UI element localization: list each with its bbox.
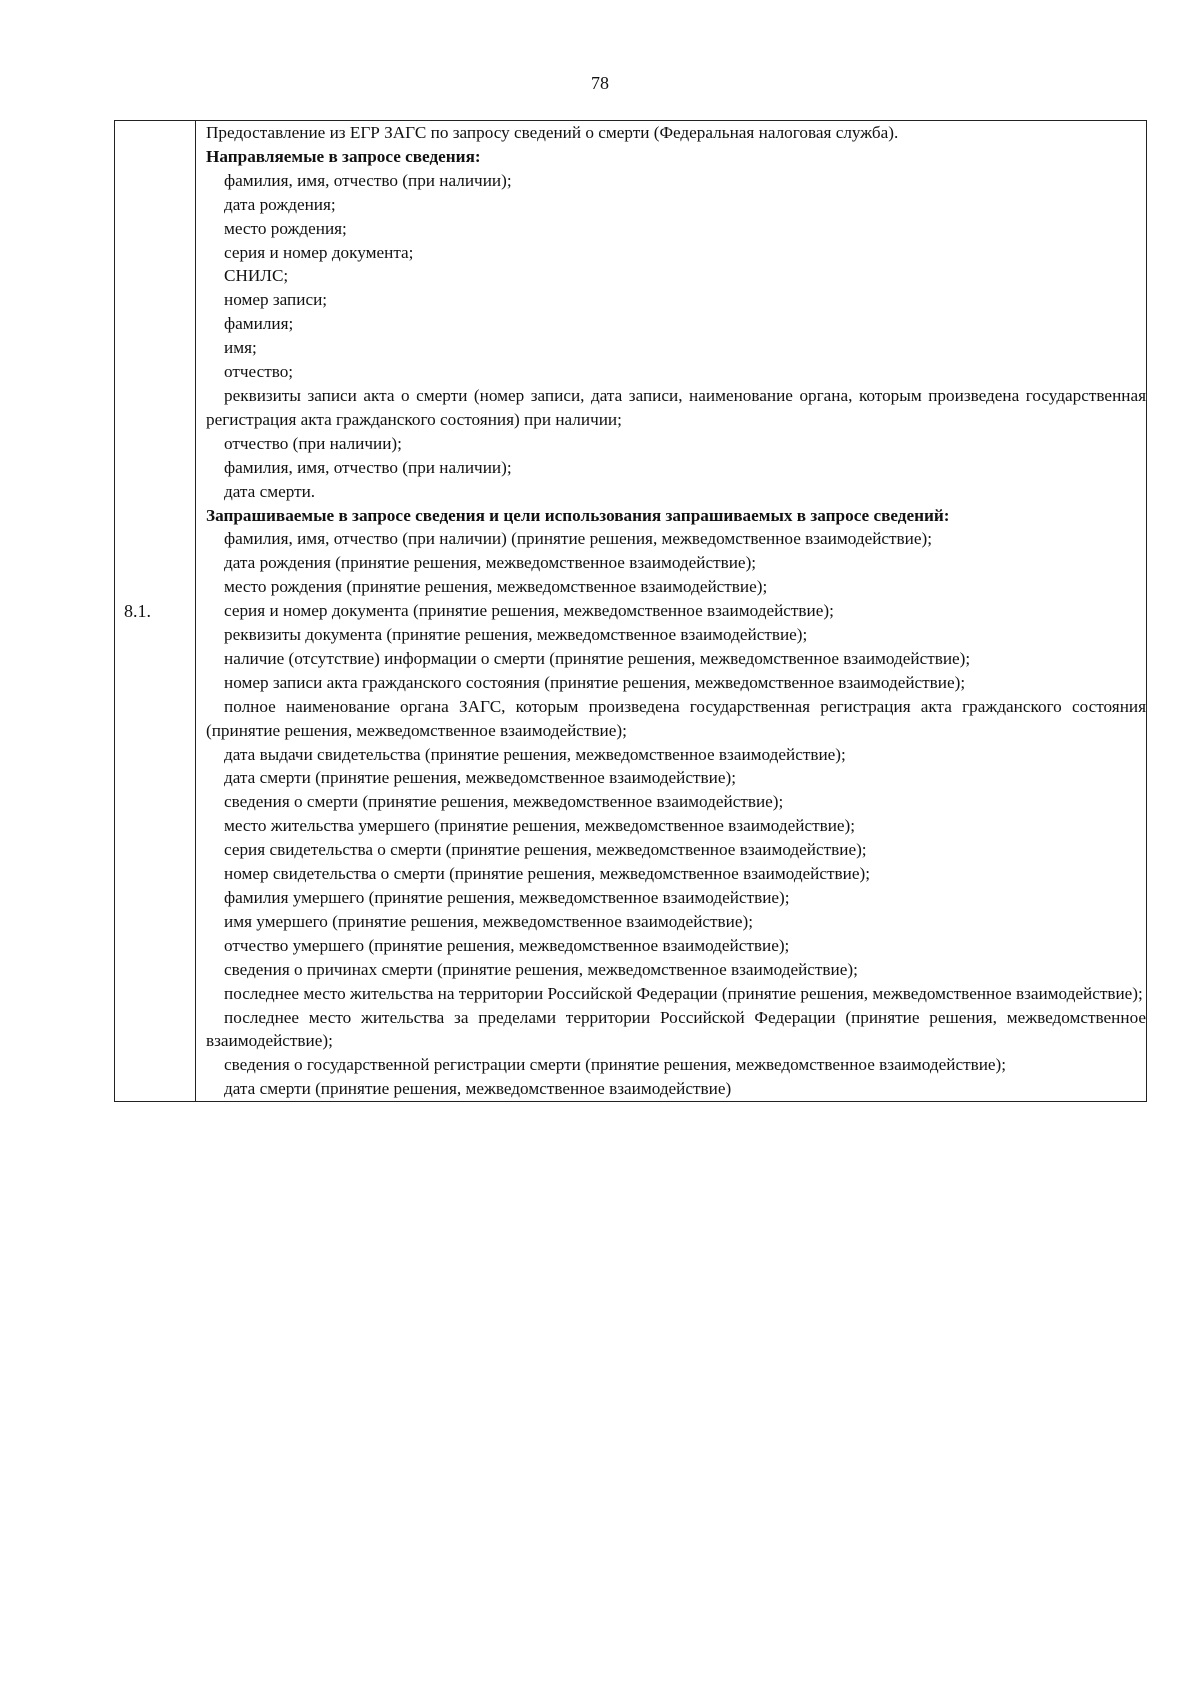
- list-item: наличие (отсутствие) информации о смерти (принятие решения, межведомственное взаимодействие);: [224, 648, 971, 668]
- list-item: фамилия, имя, отчество (при наличии);: [224, 457, 512, 477]
- list-item: серия и номер документа (принятие решения, межведомственное взаимодействие);: [224, 601, 834, 621]
- list-item: дата смерти.: [224, 481, 316, 501]
- requested-items-list: [206, 527, 1146, 1101]
- table-row: [115, 121, 1147, 1102]
- list-item: фамилия умершего (принятие решения, межведомственное взаимодействие);: [224, 888, 790, 907]
- list-item: место рождения (принятие решения, межведомственное взаимодействие);: [224, 577, 768, 597]
- list-item: серия свидетельства о смерти (принятие решения, межведомственное взаимодействие);: [224, 840, 867, 860]
- list-item: дата выдачи свидетельства (принятие решения, межведомственное взаимодействие);: [224, 744, 846, 764]
- list-item: дата рождения (принятие решения, межведомственное взаимодействие);: [224, 553, 757, 573]
- document-table: [114, 120, 1147, 1102]
- list-item: фамилия, имя, отчество (при наличии);: [224, 170, 512, 190]
- requested-heading: Запрашиваемые в запросе сведения и цели использования запрашиваемых в запросе сведений:: [206, 505, 950, 525]
- list-item: серия и номер документа;: [224, 242, 414, 262]
- list-item: отчество (при наличии);: [224, 433, 402, 453]
- list-item: отчество умершего (принятие решения, межведомственное взаимодействие);: [224, 935, 790, 955]
- list-item: фамилия;: [224, 314, 294, 334]
- list-item: номер свидетельства о смерти (принятие решения, межведомственное взаимодействие);: [224, 864, 870, 884]
- list-item: имя;: [224, 338, 257, 358]
- list-item: дата рождения;: [224, 194, 336, 214]
- page-number: 78: [591, 73, 609, 93]
- list-item: реквизиты записи акта о смерти (номер записи, дата записи, наименование органа, которым произведена государственная регистрация акта гражданского состояния) при наличии;: [206, 385, 1146, 429]
- row-content-cell: [196, 121, 1147, 1102]
- list-item: фамилия, имя, отчество (при наличии) (принятие решения, межведомственное взаимодействие);: [224, 529, 933, 549]
- list-item: последнее место жительства за пределами территории Российской Федерации (принятие решения, межведомственное взаимодействие);: [206, 1007, 1146, 1051]
- list-item: сведения о причинах смерти (принятие решения, межведомственное взаимодействие);: [224, 959, 858, 979]
- list-item: дата смерти (принятие решения, межведомственное взаимодействие): [224, 1079, 732, 1099]
- list-item: отчество;: [224, 362, 294, 382]
- list-item: сведения о государственной регистрации смерти (принятие решения, межведомственное взаимодействие);: [224, 1055, 1007, 1075]
- list-item: последнее место жительства на территории Российской Федерации (принятие решения, межведомственное взаимодействие);: [224, 983, 1143, 1003]
- list-item: место рождения;: [224, 218, 347, 238]
- list-item: место жительства умершего (принятие решения, межведомственное взаимодействие);: [224, 816, 856, 836]
- list-item: полное наименование органа ЗАГС, которым произведена государственная регистрация акта гражданского состояния (принятие решения, межведомственное взаимодействие);: [206, 696, 1146, 740]
- row-title: Предоставление из ЕГР ЗАГС по запросу сведений о смерти (Федеральная налоговая служба).: [206, 123, 899, 142]
- list-item: сведения о смерти (принятие решения, межведомственное взаимодействие);: [224, 792, 784, 812]
- list-item: номер записи акта гражданского состояния (принятие решения, межведомственное взаимодействие);: [224, 672, 966, 692]
- list-item: дата смерти (принятие решения, межведомственное взаимодействие);: [224, 768, 736, 788]
- list-item: имя умершего (принятие решения, межведомственное взаимодействие);: [224, 911, 754, 931]
- list-item: реквизиты документа (принятие решения, межведомственное взаимодействие);: [224, 625, 808, 645]
- sent-heading: Направляемые в запросе сведения:: [206, 146, 481, 166]
- list-item: СНИЛС;: [224, 266, 289, 286]
- list-item: номер записи;: [224, 290, 328, 310]
- row-number: 8.1.: [124, 600, 151, 621]
- sent-items-list: [206, 169, 1146, 504]
- row-number-cell: [115, 121, 196, 1102]
